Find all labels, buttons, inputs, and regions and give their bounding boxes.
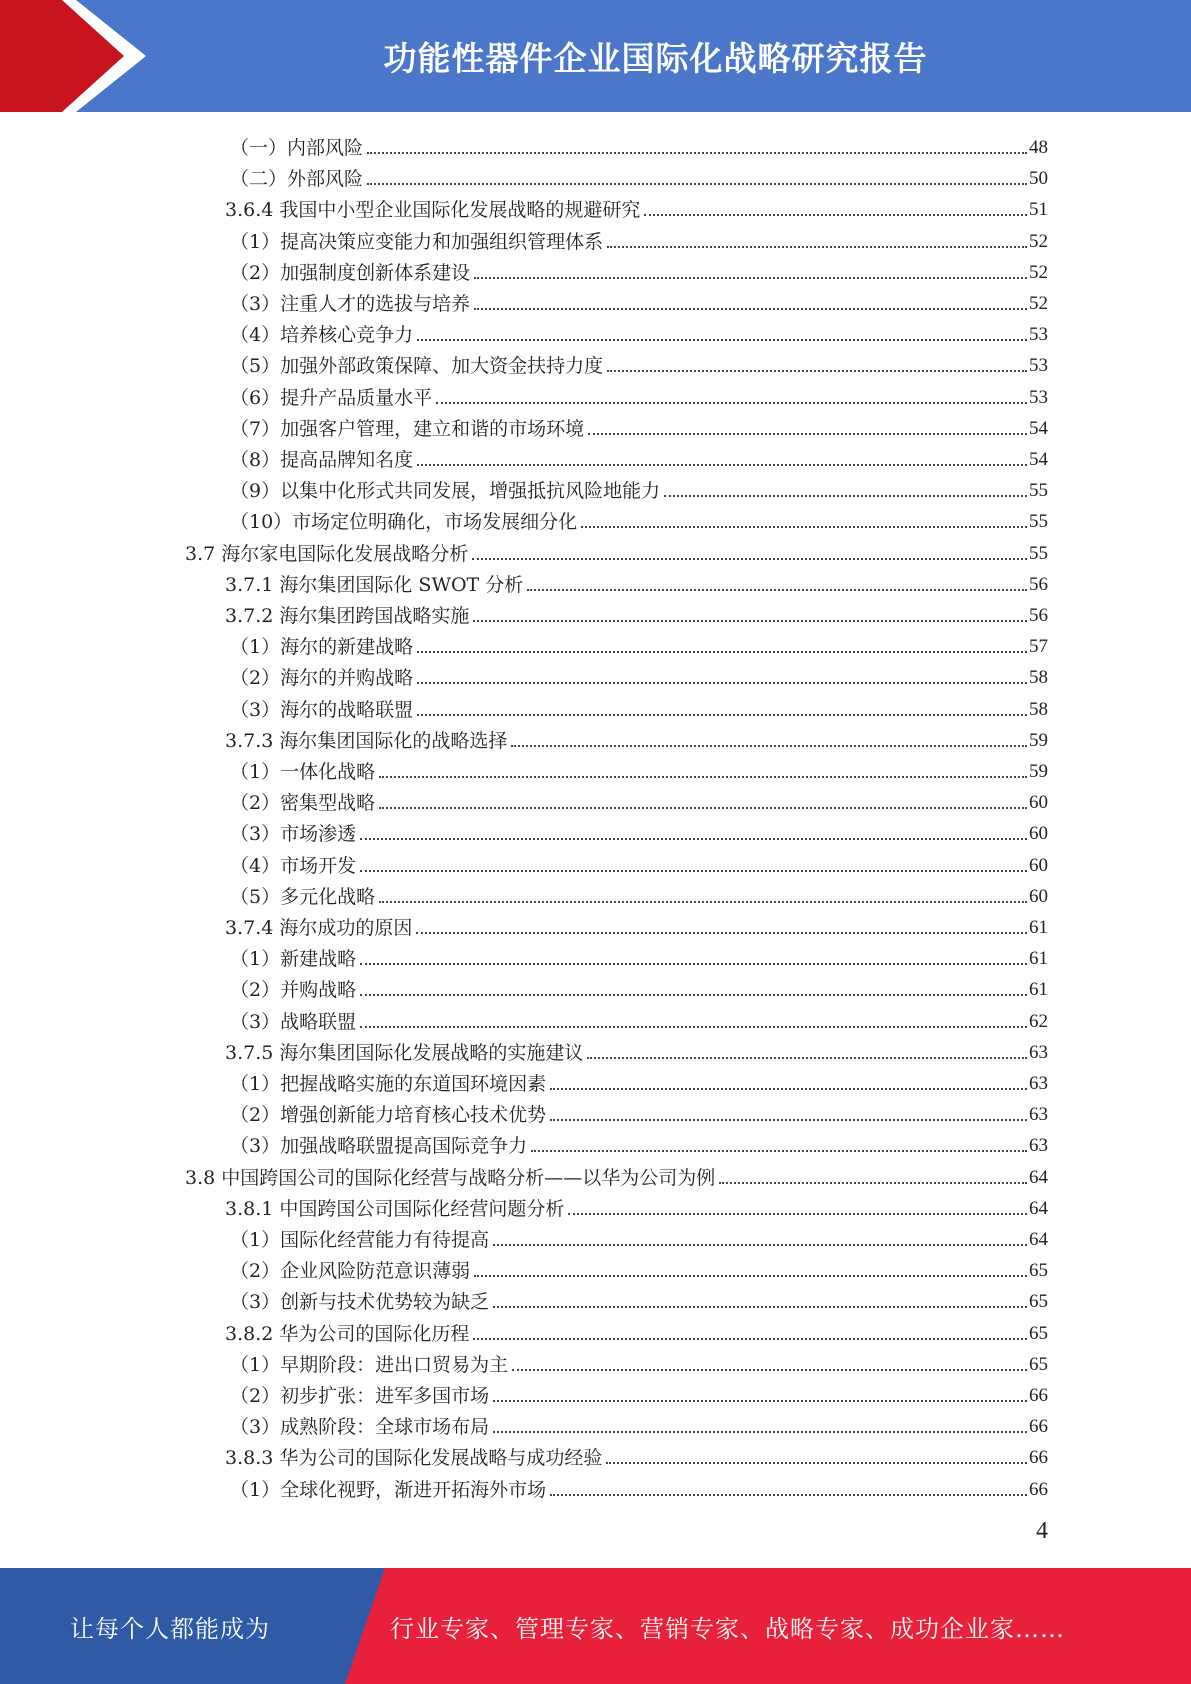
toc-entry-title: （3）战略联盟	[230, 1011, 357, 1033]
toc-entry[interactable]	[230, 1002, 1048, 1033]
toc-entry-page: 50	[1029, 168, 1048, 189]
toc-entry-page: 63	[1029, 1135, 1048, 1156]
toc-entry-page: 64	[1029, 1229, 1048, 1250]
toc-entry-title: （1）早期阶段：进出口贸易为主	[230, 1354, 509, 1376]
toc-entry-title: （4）市场开发	[230, 855, 357, 877]
toc-dot-leader	[474, 277, 1027, 279]
toc-dot-leader	[417, 651, 1027, 653]
toc-entry-page: 52	[1029, 293, 1048, 314]
toc-dot-leader	[379, 807, 1027, 809]
toc-dot-leader	[606, 1462, 1027, 1464]
toc-dot-leader	[493, 1400, 1027, 1402]
toc-dot-leader	[493, 1306, 1027, 1308]
toc-entry[interactable]	[230, 627, 1048, 658]
toc-entry-title: 3.7.1 海尔集团国际化 SWOT 分析	[225, 574, 524, 596]
page-header	[0, 0, 1191, 112]
report-title: 功能性器件企业国际化战略研究报告	[383, 38, 928, 78]
toc-dot-leader	[417, 464, 1027, 466]
toc-entry[interactable]	[225, 565, 1048, 596]
toc-entry-title: （3）创新与技术优势较为缺乏	[230, 1291, 490, 1313]
toc-entry[interactable]	[230, 814, 1048, 845]
toc-dot-leader	[417, 714, 1027, 716]
toc-dot-leader	[607, 370, 1027, 372]
toc-entry-page: 58	[1029, 667, 1048, 688]
page-footer	[0, 1568, 1191, 1684]
toc-entry-title: 3.7 海尔家电国际化发展战略分析	[185, 543, 469, 565]
toc-entry-page: 53	[1029, 387, 1048, 408]
toc-entry[interactable]	[230, 1220, 1048, 1251]
toc-entry-page: 52	[1029, 231, 1048, 252]
toc-entry[interactable]	[230, 159, 1048, 190]
toc-dot-leader	[417, 682, 1027, 684]
toc-dot-leader	[581, 526, 1027, 528]
toc-entry-page: 55	[1029, 480, 1048, 501]
toc-entry-title: （6）提升产品质量水平	[230, 387, 433, 409]
toc-entry[interactable]	[225, 596, 1048, 627]
toc-entry-title: （8）提高品牌知名度	[230, 449, 414, 471]
toc-entry[interactable]	[230, 1282, 1048, 1313]
toc-entry[interactable]	[230, 440, 1048, 471]
toc-dot-leader	[360, 963, 1027, 965]
toc-dot-leader	[367, 183, 1027, 185]
toc-entry[interactable]	[225, 908, 1048, 939]
toc-entry-title: （9）以集中化形式共同发展，增强抵抗风险地能力	[230, 480, 661, 502]
toc-entry-title: 3.8 中国跨国公司的国际化经营与战略分析——以华为公司为例	[185, 1167, 716, 1189]
toc-dot-leader	[568, 1213, 1027, 1215]
toc-entry[interactable]	[225, 1189, 1048, 1220]
toc-entry[interactable]	[225, 1438, 1048, 1469]
toc-dot-leader	[474, 1275, 1027, 1277]
toc-dot-leader	[360, 994, 1027, 996]
toc-entry[interactable]	[185, 534, 1048, 565]
toc-entry-page: 66	[1029, 1479, 1048, 1500]
toc-entry[interactable]	[230, 284, 1048, 315]
toc-entry-title: （5）加强外部政策保障、加大资金扶持力度	[230, 355, 604, 377]
toc-entry-page: 65	[1029, 1291, 1048, 1312]
toc-dot-leader	[587, 1057, 1027, 1059]
toc-entry-title: （1）提高决策应变能力和加强组织管理体系	[230, 231, 604, 253]
toc-entry[interactable]	[230, 502, 1048, 533]
toc-entry-title: 3.6.4 我国中小型企业国际化发展战略的规避研究	[225, 199, 641, 221]
toc-entry[interactable]	[230, 877, 1048, 908]
toc-dot-leader	[664, 495, 1027, 497]
toc-entry-page: 60	[1029, 886, 1048, 907]
toc-entry-page: 53	[1029, 324, 1048, 345]
toc-dot-leader	[493, 1431, 1027, 1433]
toc-entry-title: （3）海尔的战略联盟	[230, 699, 414, 721]
toc-entry[interactable]	[230, 690, 1048, 721]
toc-entry[interactable]	[230, 253, 1048, 284]
toc-dot-leader	[550, 1494, 1027, 1496]
toc-entry-page: 48	[1029, 137, 1048, 158]
toc-entry-page: 55	[1029, 543, 1048, 564]
toc-entry[interactable]	[225, 1314, 1048, 1345]
toc-entry[interactable]	[230, 1095, 1048, 1126]
toc-entry-title: （10）市场定位明确化，市场发展细分化	[230, 511, 578, 533]
toc-entry[interactable]	[230, 315, 1048, 346]
header-red-chevron	[0, 0, 160, 112]
toc-entry[interactable]	[230, 378, 1048, 409]
toc-entry-title: （5）多元化战略	[230, 886, 376, 908]
toc-entry-title: （3）成熟阶段：全球市场布局	[230, 1416, 490, 1438]
toc-entry[interactable]	[185, 1158, 1048, 1189]
toc-entry-page: 51	[1029, 199, 1048, 220]
toc-entry[interactable]	[230, 1126, 1048, 1157]
toc-dot-leader	[511, 745, 1027, 747]
toc-dot-leader	[531, 1150, 1027, 1152]
toc-entry-title: （1）把握战略实施的东道国环境因素	[230, 1073, 547, 1095]
toc-entry[interactable]	[230, 471, 1048, 502]
toc-entry-page: 54	[1029, 418, 1048, 439]
toc-entry[interactable]	[230, 846, 1048, 877]
toc-entry[interactable]	[230, 1470, 1048, 1501]
toc-entry-page: 63	[1029, 1042, 1048, 1063]
toc-entry[interactable]	[230, 783, 1048, 814]
toc-entry-title: （3）市场渗透	[230, 823, 357, 845]
toc-entry-page: 66	[1029, 1447, 1048, 1468]
toc-entry-title: 3.7.2 海尔集团跨国战略实施	[225, 605, 470, 627]
toc-entry-title: （2）初步扩张：进军多国市场	[230, 1385, 490, 1407]
toc-entry-title: 3.8.3 华为公司的国际化发展战略与成功经验	[225, 1447, 603, 1469]
toc-entry-page: 64	[1029, 1167, 1048, 1188]
toc-entry-page: 59	[1029, 761, 1048, 782]
toc-entry-title: （二）外部风险	[230, 168, 364, 190]
toc-entry[interactable]	[230, 1345, 1048, 1376]
toc-entry-page: 52	[1029, 262, 1048, 283]
toc-entry-title: （7）加强客户管理，建立和谐的市场环境	[230, 418, 585, 440]
toc-entry[interactable]	[225, 1033, 1048, 1064]
toc-dot-leader	[550, 1088, 1027, 1090]
toc-entry[interactable]	[230, 1376, 1048, 1407]
toc-entry-page: 60	[1029, 792, 1048, 813]
toc-entry[interactable]	[230, 409, 1048, 440]
toc-entry-page: 60	[1029, 823, 1048, 844]
footer-slogan-right: 行业专家、管理专家、营销专家、战略专家、成功企业家……	[390, 1614, 1065, 1643]
footer-slogan-left: 让每个人都能成为	[70, 1614, 270, 1643]
toc-entry-title: （一）内部风险	[230, 137, 364, 159]
toc-entry-title: 3.7.5 海尔集团国际化发展战略的实施建议	[225, 1042, 584, 1064]
toc-entry-page: 55	[1029, 511, 1048, 532]
toc-entry-title: （3）加强战略联盟提高国际竞争力	[230, 1135, 528, 1157]
toc-dot-leader	[360, 838, 1027, 840]
toc-entry[interactable]	[230, 752, 1048, 783]
toc-entry-page: 66	[1029, 1385, 1048, 1406]
toc-dot-leader	[417, 339, 1027, 341]
toc-dot-leader	[493, 1244, 1027, 1246]
toc-entry[interactable]	[230, 658, 1048, 689]
toc-entry[interactable]	[230, 1064, 1048, 1095]
toc-entry-page: 66	[1029, 1416, 1048, 1437]
toc-entry-title: （3）注重人才的选拔与培养	[230, 293, 471, 315]
toc-entry-page: 57	[1029, 636, 1048, 657]
toc-entry-page: 53	[1029, 355, 1048, 376]
toc-dot-leader	[416, 932, 1027, 934]
toc-dot-leader	[473, 1338, 1027, 1340]
toc-entry-title: （2）增强创新能力培育核心技术优势	[230, 1104, 547, 1126]
toc-entry-title: （2）加强制度创新体系建设	[230, 262, 471, 284]
toc-dot-leader	[360, 870, 1027, 872]
toc-entry-title: （4）培养核心竞争力	[230, 324, 414, 346]
toc-entry-page: 61	[1029, 979, 1048, 1000]
toc-entry-page: 63	[1029, 1073, 1048, 1094]
toc-entry[interactable]	[225, 721, 1048, 752]
toc-entry-page: 63	[1029, 1104, 1048, 1125]
toc-entry-title: （1）新建战略	[230, 948, 357, 970]
toc-dot-leader	[607, 246, 1027, 248]
toc-entry[interactable]	[230, 1251, 1048, 1282]
toc-dot-leader	[472, 558, 1027, 560]
toc-dot-leader	[379, 776, 1027, 778]
toc-entry-title: 3.7.4 海尔成功的原因	[225, 917, 413, 939]
toc-entry-page: 61	[1029, 917, 1048, 938]
toc-entry[interactable]	[230, 1407, 1048, 1438]
toc-entry-title: （1）全球化视野，渐进开拓海外市场	[230, 1479, 547, 1501]
toc-entry[interactable]	[230, 970, 1048, 1001]
toc-dot-leader	[474, 308, 1027, 310]
toc-entry-title: （2）企业风险防范意识薄弱	[230, 1260, 471, 1282]
toc-entry-title: 3.8.1 中国跨国公司国际化经营问题分析	[225, 1198, 565, 1220]
page-number: 4	[1036, 1518, 1048, 1544]
toc-dot-leader	[527, 589, 1027, 591]
toc-entry-page: 54	[1029, 449, 1048, 470]
toc-entry-page: 56	[1029, 574, 1048, 595]
toc-entry-title: 3.8.2 华为公司的国际化历程	[225, 1323, 470, 1345]
toc-entry-title: （2）并购战略	[230, 979, 357, 1001]
toc-entry-page: 59	[1029, 730, 1048, 751]
toc-entry-title: （2）海尔的并购战略	[230, 667, 414, 689]
toc-entry-title: 3.7.3 海尔集团国际化的战略选择	[225, 730, 508, 752]
toc-entry[interactable]	[225, 190, 1048, 221]
toc-entry-page: 60	[1029, 855, 1048, 876]
toc-entry-page: 65	[1029, 1323, 1048, 1344]
toc-entry-page: 65	[1029, 1260, 1048, 1281]
toc-entry-page: 62	[1029, 1011, 1048, 1032]
toc-entry-page: 64	[1029, 1198, 1048, 1219]
toc-dot-leader	[360, 1026, 1027, 1028]
toc-entry[interactable]	[230, 222, 1048, 253]
toc-entry[interactable]	[230, 346, 1048, 377]
toc-entry-page: 58	[1029, 699, 1048, 720]
toc-dot-leader	[436, 402, 1027, 404]
toc-dot-leader	[473, 620, 1027, 622]
toc-entry-title: （1）海尔的新建战略	[230, 636, 414, 658]
toc-dot-leader	[588, 433, 1027, 435]
toc-dot-leader	[719, 1182, 1027, 1184]
toc-entry-title: （1）一体化战略	[230, 761, 376, 783]
toc-entry-page: 61	[1029, 948, 1048, 969]
toc-dot-leader	[379, 901, 1027, 903]
toc-entry[interactable]	[230, 128, 1048, 159]
toc-dot-leader	[644, 214, 1027, 216]
toc-dot-leader	[367, 152, 1027, 154]
toc-entry-title: （1）国际化经营能力有待提高	[230, 1229, 490, 1251]
toc-dot-leader	[550, 1119, 1027, 1121]
toc-entry-page: 56	[1029, 605, 1048, 626]
toc-entry-title: （2）密集型战略	[230, 792, 376, 814]
toc-dot-leader	[512, 1369, 1027, 1371]
toc-entry-page: 65	[1029, 1354, 1048, 1375]
toc-entry[interactable]	[230, 939, 1048, 970]
